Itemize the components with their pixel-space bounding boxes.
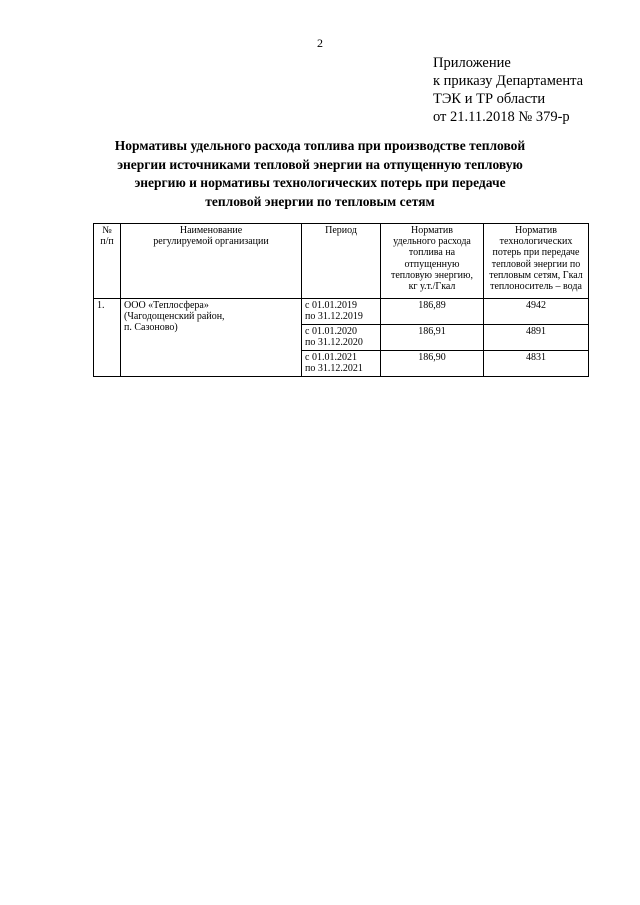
row-number: 1. bbox=[94, 299, 121, 377]
header-text: регулируемой организации bbox=[153, 236, 269, 248]
header-text: п/п bbox=[100, 236, 114, 248]
header-text: теплоноситель – вода bbox=[490, 281, 582, 293]
title-line: тепловой энергии по тепловым сетям bbox=[205, 193, 435, 209]
title-line: Нормативы удельного расхода топлива при производстве тепловой bbox=[114, 138, 526, 153]
appendix-reference bbox=[433, 54, 583, 126]
appendix-line: от 21.11.2018 № 379-р bbox=[433, 109, 570, 125]
header-text: топлива на bbox=[408, 247, 456, 259]
table-row bbox=[94, 299, 589, 325]
title-line: энергию и нормативы технологических потерь при передаче bbox=[134, 175, 506, 190]
header-period bbox=[302, 224, 381, 299]
header-text: Наименование bbox=[179, 225, 243, 236]
loss-norm-cell: 4831 bbox=[484, 351, 589, 377]
header-text: тепловым сетям, Гкал bbox=[489, 269, 583, 281]
document-title bbox=[100, 137, 540, 211]
organization-district: (Чагодощенский район, bbox=[124, 311, 225, 323]
header-text: отпущенную bbox=[404, 258, 460, 270]
period-from: с 01.01.2019 bbox=[305, 300, 357, 311]
organization-cell bbox=[121, 299, 302, 377]
table-header-row bbox=[94, 224, 589, 299]
period-to: по 31.12.2020 bbox=[305, 337, 363, 349]
period-cell bbox=[302, 325, 381, 351]
loss-norm-cell: 4942 bbox=[484, 299, 589, 325]
header-fuel-norm bbox=[381, 224, 484, 299]
title-line: энергии источниками тепловой энергии на отпущенную тепловую bbox=[117, 156, 523, 172]
organization-name: ООО «Теплосфера» bbox=[124, 300, 209, 311]
header-number bbox=[94, 224, 121, 299]
fuel-norm-cell: 186,91 bbox=[381, 325, 484, 351]
appendix-line: Приложение bbox=[433, 55, 511, 71]
period-cell bbox=[302, 351, 381, 377]
appendix-line: к приказу Департамента bbox=[433, 73, 584, 89]
header-text: технологических bbox=[499, 236, 573, 248]
header-organization bbox=[121, 224, 302, 299]
period-from: с 01.01.2021 bbox=[305, 352, 357, 363]
page-number: 2 bbox=[317, 36, 323, 50]
fuel-norm-cell: 186,89 bbox=[381, 299, 484, 325]
header-text: № bbox=[102, 225, 112, 236]
organization-settlement: п. Сазоново) bbox=[124, 322, 178, 334]
header-text: тепловую энергию, bbox=[390, 269, 473, 281]
fuel-norm-cell: 186,90 bbox=[381, 351, 484, 377]
header-text: кг у.т./Гкал bbox=[408, 281, 456, 293]
header-text: тепловой энергии по bbox=[491, 258, 581, 270]
header-text: Норматив bbox=[515, 225, 557, 236]
norms-table bbox=[93, 223, 589, 377]
header-text: потерь при передаче bbox=[492, 247, 580, 259]
period-to: по 31.12.2021 bbox=[305, 363, 363, 375]
header-text: Период bbox=[325, 225, 357, 236]
appendix-line: ТЭК и ТР области bbox=[433, 91, 546, 107]
period-to: по 31.12.2019 bbox=[305, 311, 363, 323]
header-text: удельного расхода bbox=[393, 236, 471, 248]
loss-norm-cell: 4891 bbox=[484, 325, 589, 351]
period-from: с 01.01.2020 bbox=[305, 326, 357, 337]
header-text: Норматив bbox=[411, 225, 453, 236]
header-loss-norm bbox=[484, 224, 589, 299]
period-cell bbox=[302, 299, 381, 325]
